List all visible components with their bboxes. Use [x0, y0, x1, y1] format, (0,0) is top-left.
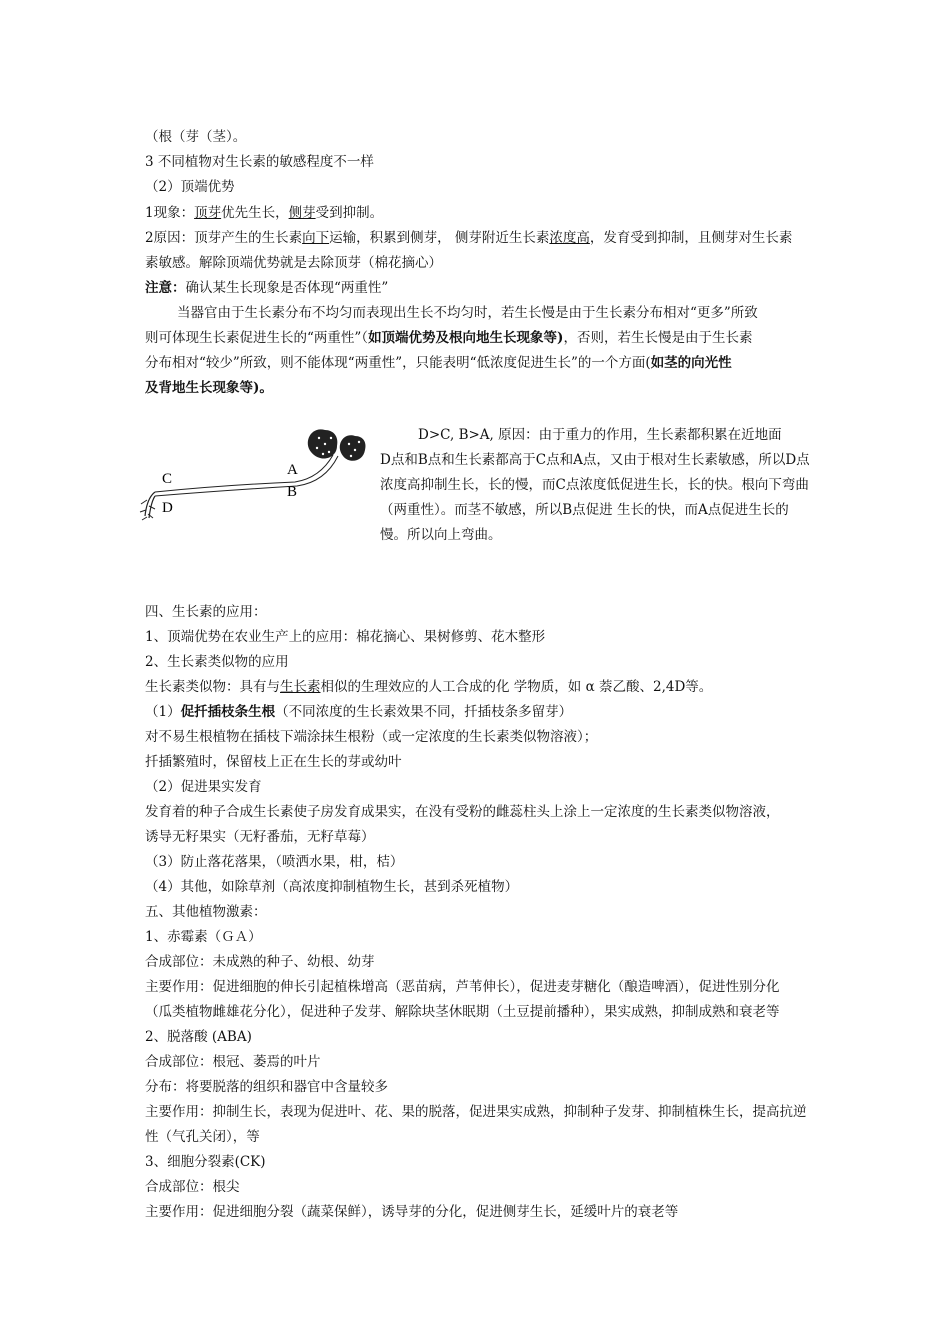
- text-line: 发育着的种子合成生长素使子房发育成果实，在没有受粉的雌蕊柱头上涂上一定浓度的生长素类似物溶液，: [145, 804, 780, 820]
- bold-text: 及背地生长现象等)。: [145, 380, 273, 396]
- text-line: （3）防止落花落果，（喷洒水果，柑，桔）: [145, 854, 404, 870]
- text-span: 分布相对“较少”所致，则不能体现“两重性”，只能表明“低浓度促进生长”的一个方面(: [145, 355, 651, 371]
- text-span: D>C, B>A, 原因：由于重力的作用，生长素都积累在近地面: [418, 427, 782, 443]
- text-span: 运输，积累到侧芽， 侧芽附近生长素: [329, 230, 550, 246]
- text-line: （4）其他，如除草剂（高浓度抑制植物生长，甚到杀死植物）: [145, 879, 519, 895]
- text-line: [145, 678, 712, 696]
- text-line: 主要作用：促进细胞分裂（蔬菜保鲜），诱导芽的分化，促进侧芽生长，延缓叶片的衰老等: [145, 1204, 679, 1220]
- text-line: 扦插繁殖时，保留枝上正在生长的芽或幼叶: [145, 754, 402, 770]
- text-line: [145, 703, 572, 721]
- underlined-term: 浓度高: [549, 230, 590, 246]
- underlined-term: 生长素: [280, 679, 321, 695]
- text-line: 1、赤霉素（ＧＡ）: [145, 929, 262, 945]
- para-line: [145, 354, 732, 372]
- text-line: 3、细胞分裂素(CK): [145, 1154, 266, 1170]
- text-line: （2）促进果实发育: [145, 779, 262, 795]
- note-line: [145, 279, 388, 297]
- text-span: 优先生长，: [221, 205, 289, 221]
- section-heading: 五、其他植物激素：: [145, 904, 267, 920]
- text-line: 合成部位：根冠、萎焉的叶片: [145, 1054, 321, 1070]
- text-line: 对不易生根植物在插枝下端涂抹生根粉（或一定浓度的生长素类似物溶液）；: [145, 729, 598, 745]
- underlined-term: 顶芽: [194, 205, 222, 221]
- stem-lower: [155, 456, 338, 496]
- leaf: [340, 435, 366, 461]
- text-line: （瓜类植物雌雄花分化），促进种子发芽、解除块茎休眠期（土豆提前播种），果实成熟，抑制成熟和衰老等: [145, 1004, 780, 1020]
- label-b: B: [287, 484, 298, 500]
- stem-upper: [155, 455, 333, 492]
- text-span: 确认某生长现象是否体现“两重性”: [185, 280, 389, 296]
- phenomenon-line: [145, 204, 383, 222]
- text-line: 分布：将要脱落的组织和器官中含量较多: [145, 1079, 388, 1095]
- bold-text: 如茎的向光性: [650, 355, 732, 371]
- para-line: [145, 329, 752, 347]
- text-line: 当器官由于生长素分布不均匀而表现出生长不均匀时，若生长慢是由于生长素分布相对“更多”所致: [177, 305, 758, 321]
- text-span: 生长素类似物：具有与: [145, 679, 280, 695]
- note-label: 注意：: [145, 280, 186, 296]
- label-d: D: [162, 500, 173, 516]
- text-span: 1现象：: [145, 205, 195, 221]
- underlined-term: 向下: [302, 230, 330, 246]
- text-line: 2、生长素类似物的应用: [145, 654, 289, 670]
- section-heading: 四、生长素的应用：: [145, 604, 267, 620]
- text-line: 诱导无籽果实（无籽番茄，无籽草莓）: [145, 829, 375, 845]
- text-line: 性（气孔关闭），等: [145, 1129, 260, 1145]
- label-c: C: [162, 471, 173, 487]
- cause-line: [145, 229, 792, 247]
- text-line: 素敏感。解除顶端优势就是去除顶芽（棉花摘心）: [145, 255, 442, 271]
- text-line: 主要作用：抑制生长，表现为促进叶、花、果的脱落，促进果实成熟，抑制种子发芽、抑制植株生长，提高抗逆: [145, 1104, 807, 1120]
- text-span: （不同浓度的生长素效果不同，扦插枝条多留芽）: [275, 704, 573, 720]
- text-line: 1、顶端优势在农业生产上的应用：棉花摘心、果树修剪、花木整形: [145, 629, 546, 645]
- text-span: ，发育受到抑制，且侧芽对生长素: [589, 230, 793, 246]
- text-span: D点和B点和生长素都高于C点和A点，又由于根对生长素敏感，所以D点浓度高抑制生长，长的慢，而C点浓度低促进生长，长的快。根向下弯曲（两重性）。而茎不敏感，所以B点促进 生长的快，而A点促进生长的慢。所以向上弯曲。: [380, 452, 810, 543]
- text-span: 受到抑制。: [315, 205, 384, 221]
- bold-text: 如顶端优势及根向地生长现象等): [368, 330, 564, 346]
- text-line: （根（芽（茎）。: [145, 129, 247, 145]
- text-span: 相似的生理效应的人工合成的化 学物质，如 α 萘乙酸、2,4D等。: [320, 679, 713, 695]
- text-line: 2、脱落酸 (ABA): [145, 1029, 252, 1045]
- text-line: 3 不同植物对生长素的敏感程度不一样: [145, 154, 374, 170]
- text-span: （1）: [145, 704, 181, 720]
- text-line: 合成部位：未成熟的种子、幼根、幼芽: [145, 954, 375, 970]
- text-line: 主要作用：促进细胞的伸长引起植株增高（恶苗病，芦苇伸长），促进麦芽糖化（酿造啤酒），促进性别分化: [145, 979, 780, 995]
- text-span: 2原因：顶芽产生的生长素: [145, 230, 303, 246]
- bold-text: 促扦插枝条生根: [180, 704, 276, 720]
- text-span: 则可体现生长素促进生长的“两重性”（: [145, 330, 369, 346]
- text-line: 合成部位：根尖: [145, 1179, 240, 1195]
- plant-gravitropism-figure: [135, 420, 375, 530]
- text-line: （2）顶端优势: [145, 179, 235, 195]
- label-a: A: [287, 462, 298, 478]
- underlined-term: 侧芽: [288, 205, 316, 221]
- text-span: ，否则，若生长慢是由于生长素: [563, 330, 753, 346]
- figure-explanation: [380, 423, 810, 548]
